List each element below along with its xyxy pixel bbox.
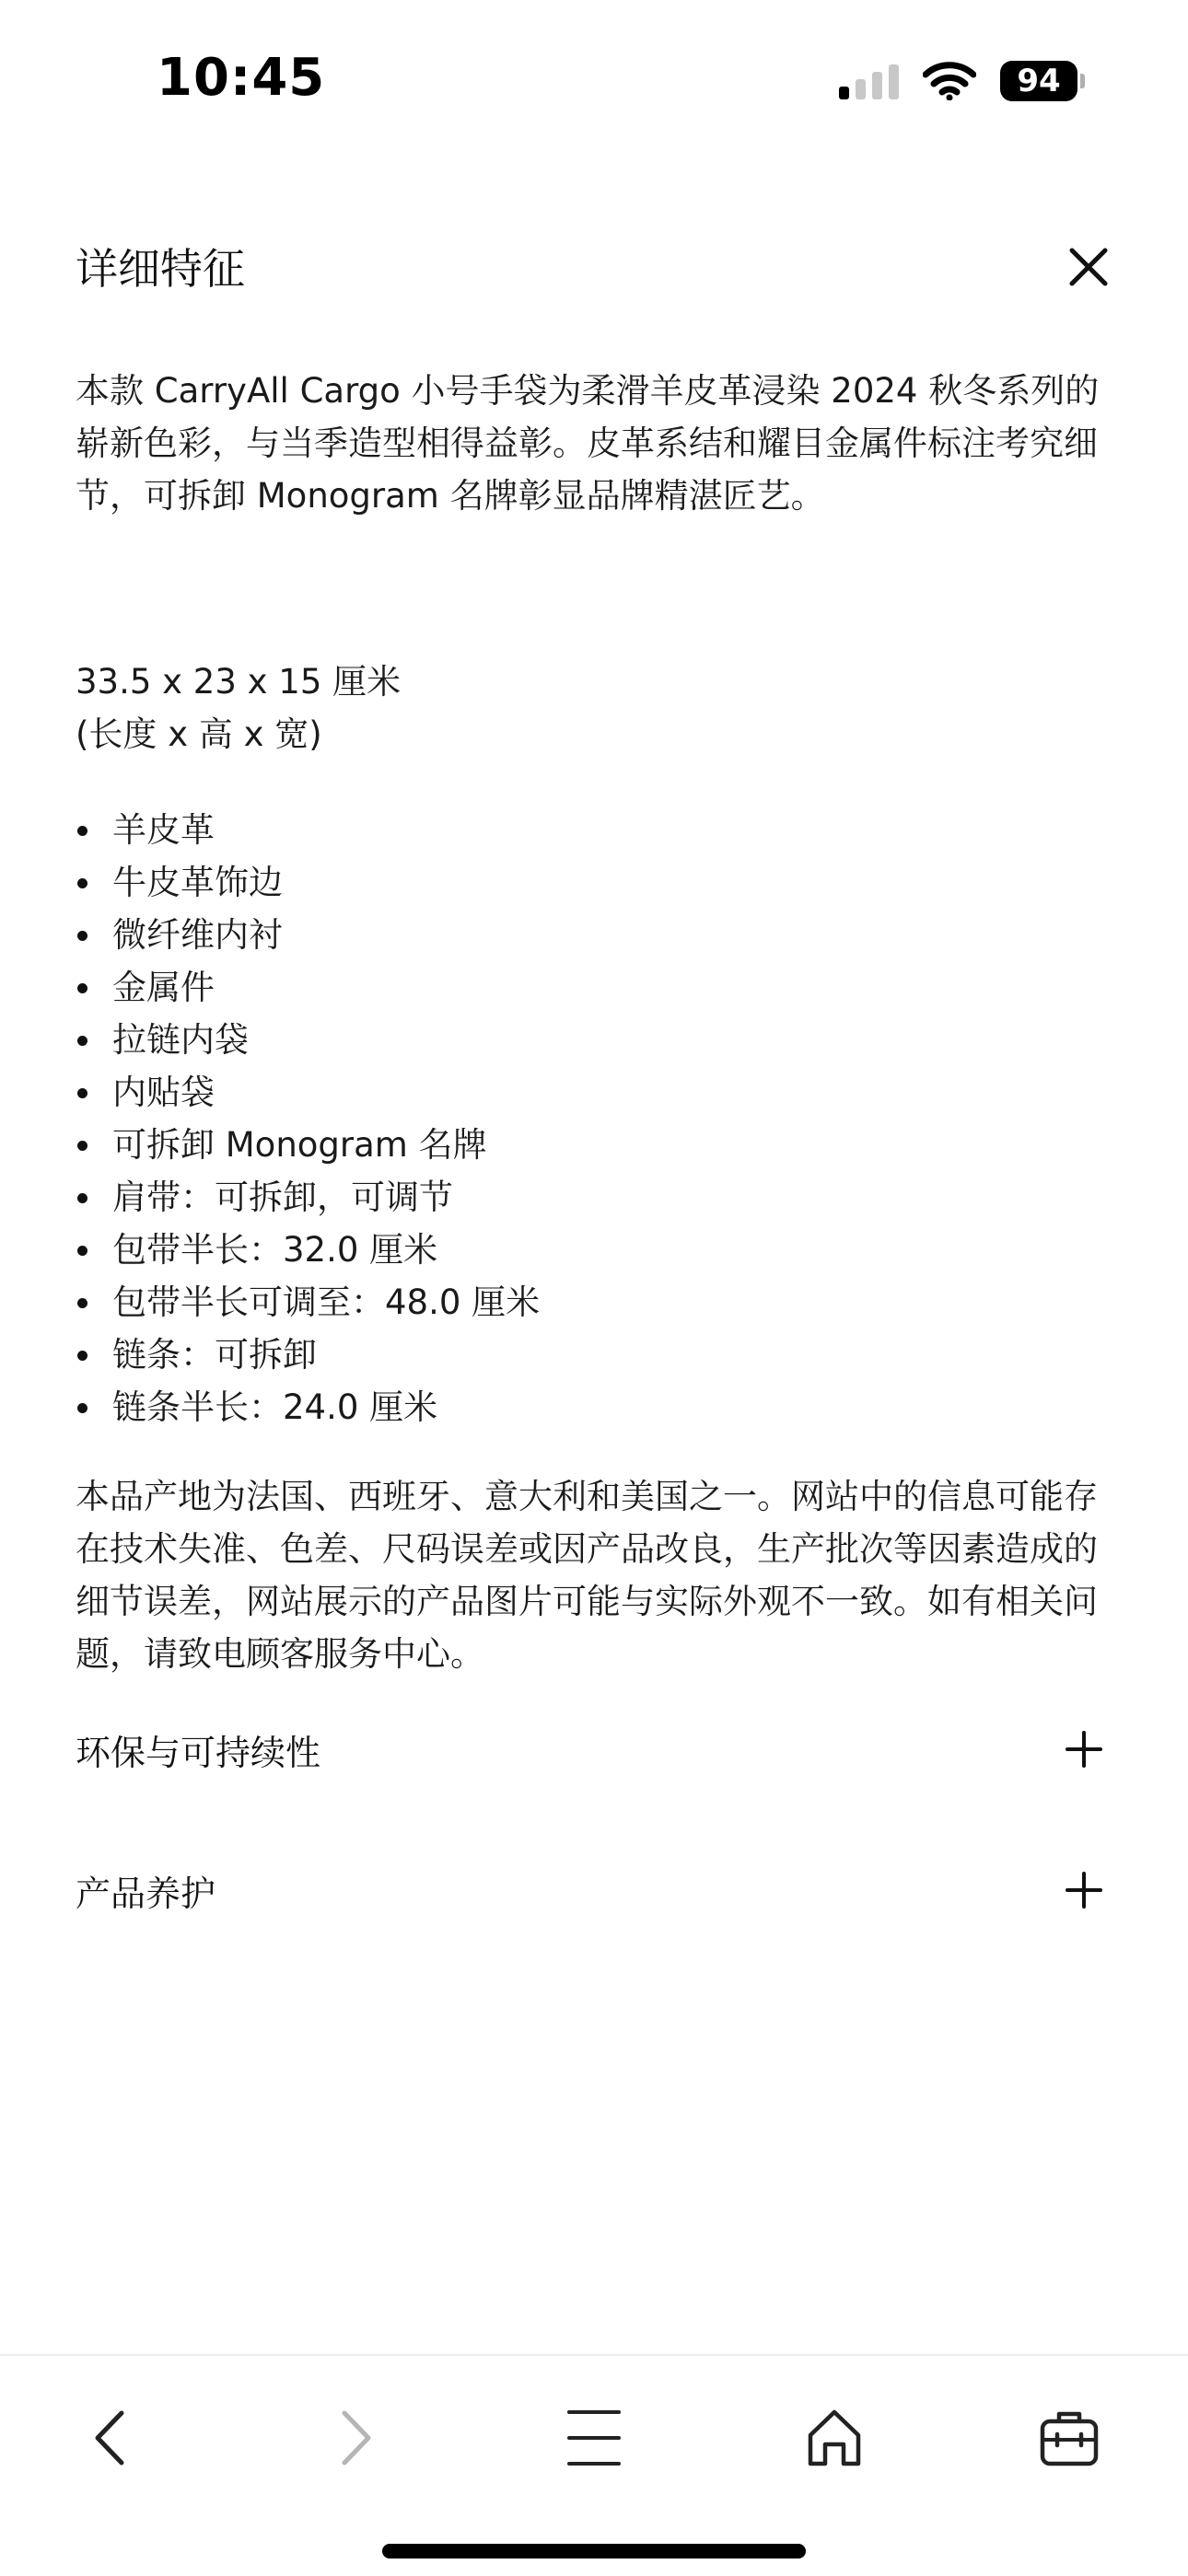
accordion-product-care[interactable]	[76, 1853, 1107, 1927]
plus-icon[interactable]	[1063, 1869, 1105, 1911]
page-title: 详细特征	[76, 244, 245, 294]
list-item: 拉链内袋	[76, 1014, 1107, 1066]
dimensions-note: (长度 x 高 x 宽)	[76, 714, 322, 754]
status-bar	[0, 0, 1188, 157]
back-icon	[85, 2406, 140, 2470]
list-item: 牛皮革饰边	[76, 856, 1107, 909]
menu-icon	[566, 2408, 622, 2468]
accordion-label: 产品养护	[76, 1873, 216, 1914]
menu-button[interactable]	[553, 2396, 635, 2479]
forward-button[interactable]	[312, 2396, 395, 2479]
origin-note: 本品产地为法国、西班牙、意大利和美国之一。网站中的信息可能存在技术失准、色差、尺码误差或因产品改良，生产批次等因素造成的细节误差，网站展示的产品图片可能与实际外观不一致。如有相关问题，请致电顾客服务中心。	[76, 1477, 1098, 1674]
bag-button[interactable]	[1028, 2396, 1111, 2479]
browser-toolbar	[0, 2354, 1188, 2576]
forward-icon	[326, 2406, 381, 2470]
list-item: 微纤维内衬	[76, 909, 1107, 961]
feature-list	[76, 804, 1107, 1433]
close-icon	[1059, 238, 1118, 296]
close-button[interactable]	[1059, 238, 1118, 296]
wifi-icon	[923, 62, 976, 100]
accordion-sustainability[interactable]	[76, 1712, 1107, 1786]
status-time: 10:45	[157, 48, 326, 108]
dimensions	[76, 656, 1107, 760]
list-item: 肩带：可拆卸，可调节	[76, 1171, 1107, 1224]
accordion-label: 环保与可持续性	[76, 1732, 321, 1773]
list-item: 内贴袋	[76, 1066, 1107, 1119]
home-icon	[806, 2408, 863, 2468]
status-icons	[839, 59, 1085, 103]
list-item: 包带半长可调至：48.0 厘米	[76, 1276, 1107, 1329]
bag-icon	[1039, 2408, 1100, 2467]
plus-icon[interactable]	[1063, 1728, 1105, 1770]
product-description: 本款 CarryAll Cargo 小号手袋为柔滑羊皮革浸染 2024 秋冬系列的崭新色彩，与当季造型相得益彰。皮革系结和耀目金属件标注考究细节，可拆卸 Monogram 名牌彰显品牌精湛匠艺。	[76, 371, 1100, 516]
home-button[interactable]	[793, 2396, 876, 2479]
dimensions-size: 33.5 x 23 x 15 厘米	[76, 662, 402, 702]
list-item: 可拆卸 Monogram 名牌	[76, 1119, 1107, 1171]
list-item: 金属件	[76, 961, 1107, 1014]
battery-level: 94	[1000, 61, 1077, 101]
list-item: 包带半长：32.0 厘米	[76, 1224, 1107, 1276]
list-item: 链条：可拆卸	[76, 1329, 1107, 1381]
cellular-signal-icon	[839, 63, 899, 99]
battery-icon	[1000, 61, 1085, 101]
list-item: 羊皮革	[76, 804, 1107, 856]
list-item: 链条半长：24.0 厘米	[76, 1381, 1107, 1433]
home-indicator	[382, 2544, 806, 2559]
back-button[interactable]	[71, 2396, 154, 2479]
